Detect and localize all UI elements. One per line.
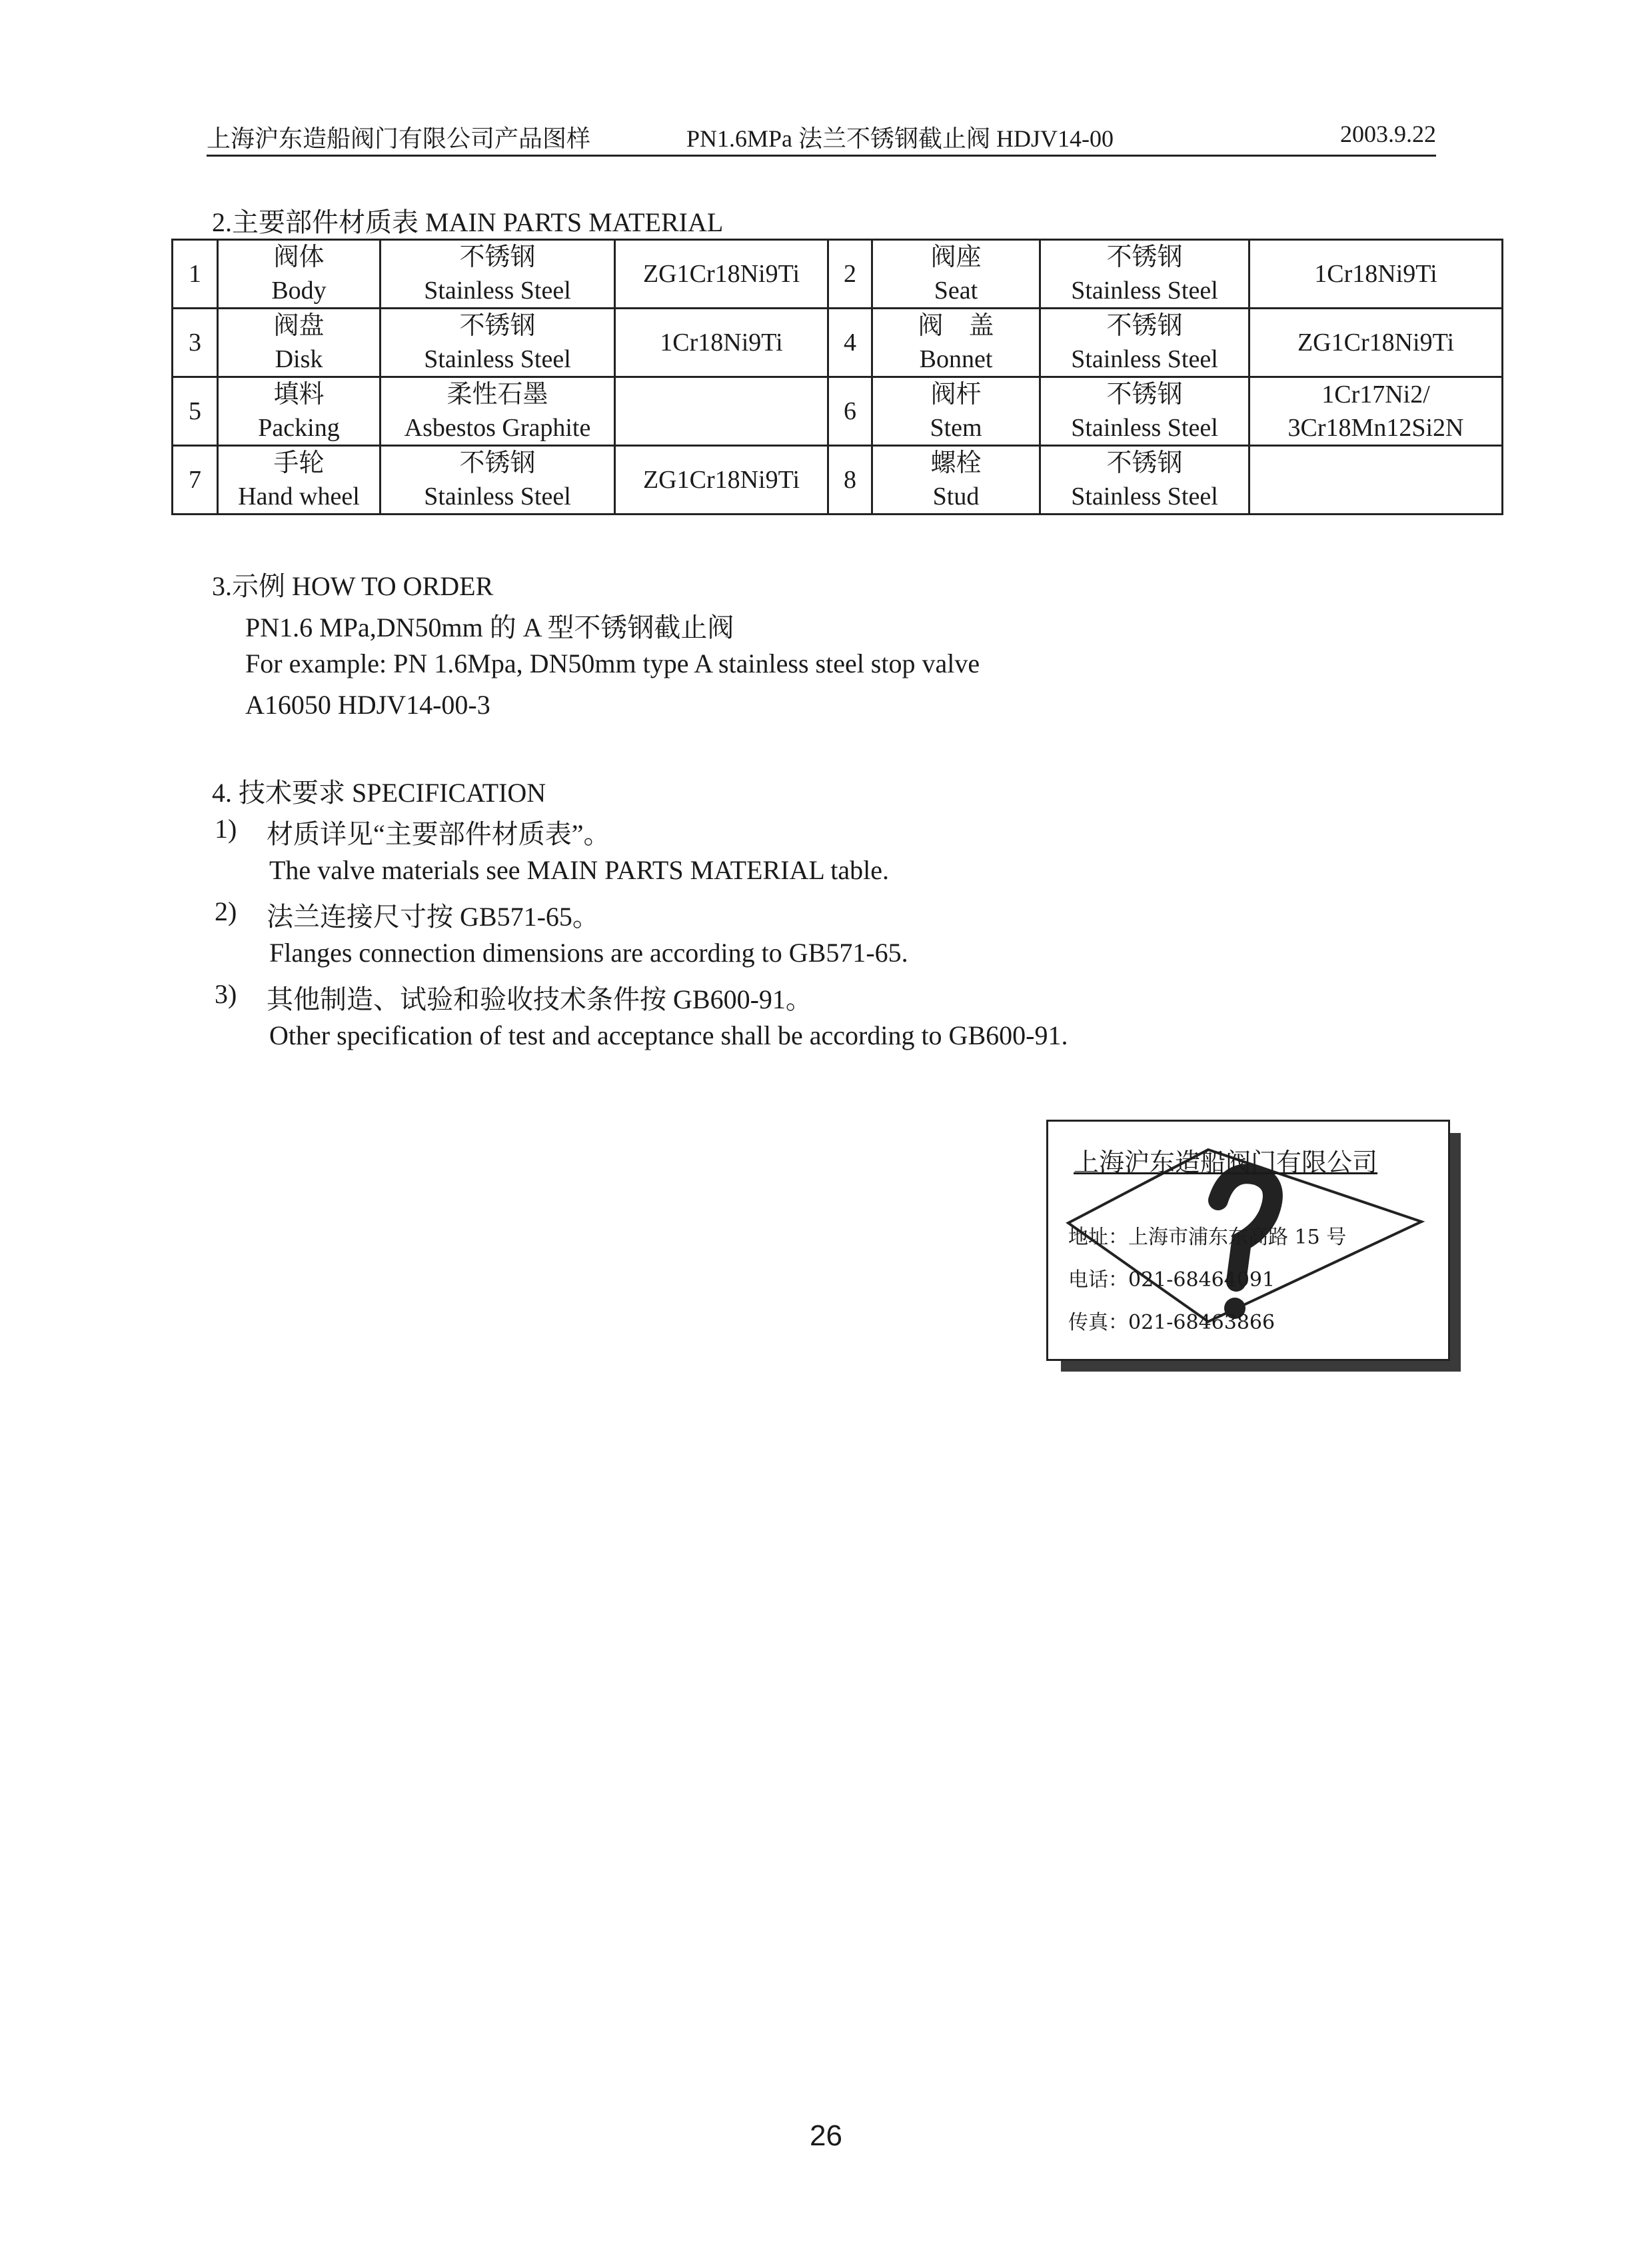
- order-example-cn: PN1.6 MPa,DN50mm 的 A 型不锈钢截止阀: [245, 612, 734, 642]
- spec-item-cn: 材质详见“主要部件材质表”。: [267, 819, 610, 849]
- table-row: [173, 377, 1503, 446]
- material-grade: 1Cr17Ni2/ 3Cr18Mn12Si2N: [1249, 377, 1503, 446]
- item-number: 6: [828, 377, 872, 446]
- material: 不锈钢 Stainless Steel: [1040, 309, 1249, 377]
- item-number: 2: [828, 240, 872, 309]
- material-grade: ZG1Cr18Ni9Ti: [1249, 309, 1503, 377]
- part-name: 阀体 Body: [218, 240, 381, 309]
- item-number: 3: [173, 309, 218, 377]
- header-company: 上海沪东造船阀门有限公司产品图样: [207, 125, 591, 152]
- section-2-title: 2.主要部件材质表 MAIN PARTS MATERIAL: [212, 207, 724, 237]
- section-3-title: 3.示例 HOW TO ORDER: [212, 571, 494, 601]
- stamp-company-name: 上海沪东造船阀门有限公司: [1074, 1148, 1378, 1177]
- spec-item-en: The valve materials see MAIN PARTS MATERIAL table.: [269, 855, 890, 885]
- part-name: 阀 盖 Bonnet: [872, 309, 1040, 377]
- material-grade: ZG1Cr18Ni9Ti: [615, 240, 828, 309]
- header-rule: [207, 155, 1436, 157]
- item-number: 8: [828, 446, 872, 515]
- material-grade: ZG1Cr18Ni9Ti: [615, 446, 828, 515]
- company-stamp: [1046, 1120, 1450, 1361]
- spec-item-number: 2): [215, 896, 237, 926]
- material-grade: 1Cr18Ni9Ti: [615, 309, 828, 377]
- order-code: A16050 HDJV14-00-3: [245, 690, 490, 720]
- material-grade: 1Cr18Ni9Ti: [1249, 240, 1503, 309]
- table-row: [173, 446, 1503, 515]
- section-4-title: 4. 技术要求 SPECIFICATION: [212, 778, 546, 808]
- item-number: 7: [173, 446, 218, 515]
- part-name: 手轮 Hand wheel: [218, 446, 381, 515]
- part-name: 阀座 Seat: [872, 240, 1040, 309]
- order-example-en: For example: PN 1.6Mpa, DN50mm type A stainless steel stop valve: [245, 648, 980, 678]
- header-date: 2003.9.22: [1340, 121, 1436, 147]
- table-row: [173, 309, 1503, 377]
- part-name: 螺栓 Stud: [872, 446, 1040, 515]
- material-grade: [615, 377, 828, 446]
- page-number: 26: [810, 2119, 842, 2152]
- spec-item-en: Flanges connection dimensions are according to GB571-65.: [269, 938, 908, 968]
- stamp-address: 地址：上海市浦东东高路 15 号: [1068, 1226, 1347, 1249]
- material: 不锈钢 Stainless Steel: [381, 309, 615, 377]
- spec-item-cn: 法兰连接尺寸按 GB571-65。: [267, 902, 599, 932]
- item-number: 1: [173, 240, 218, 309]
- material: 不锈钢 Stainless Steel: [1040, 240, 1249, 309]
- spec-item-en: Other specification of test and acceptance shall be according to GB600-91.: [269, 1020, 1068, 1050]
- page-header: [207, 120, 1436, 153]
- material: 柔性石墨 Asbestos Graphite: [381, 377, 615, 446]
- header-product: PN1.6MPa 法兰不锈钢截止阀 HDJV14-00: [686, 125, 1114, 152]
- material: 不锈钢 Stainless Steel: [1040, 446, 1249, 515]
- spec-item-number: 1): [215, 814, 237, 844]
- item-number: 5: [173, 377, 218, 446]
- table-row: [173, 240, 1503, 309]
- material: 不锈钢 Stainless Steel: [1040, 377, 1249, 446]
- part-name: 阀杆 Stem: [872, 377, 1040, 446]
- stamp-phone: 电话：021-68464091: [1068, 1268, 1275, 1292]
- part-name: 填料 Packing: [218, 377, 381, 446]
- parts-material-table: [171, 239, 1503, 515]
- spec-item-number: 3): [215, 979, 237, 1009]
- stamp-fax: 传真：021-68463866: [1068, 1311, 1275, 1334]
- part-name: 阀盘 Disk: [218, 309, 381, 377]
- material: 不锈钢 Stainless Steel: [381, 240, 615, 309]
- material-grade: [1249, 446, 1503, 515]
- material: 不锈钢 Stainless Steel: [381, 446, 615, 515]
- item-number: 4: [828, 309, 872, 377]
- spec-item-cn: 其他制造、试验和验收技术条件按 GB600-91。: [267, 984, 812, 1014]
